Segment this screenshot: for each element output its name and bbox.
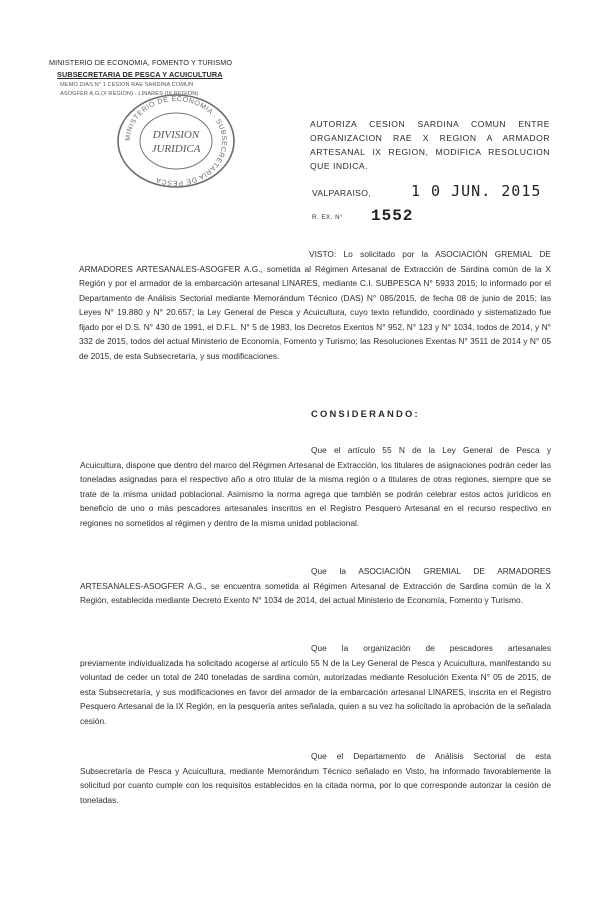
paragraph-2-lead: Que la ASOCIACIÓN GREMIAL DE ARMADORES (311, 566, 551, 576)
paragraph-4-body: Subsecretaría de Pesca y Acuicultura, mediante Memorándum Técnico señalado en Visto, ha informado favorablemente la solicitud por cuanto cumple con los requisitos establecidos en la citada norma, por lo que corresponde autorizar la cesión de toneladas. (80, 765, 551, 805)
paragraph-2-body: ARTESANALES-ASOGFER A.G., se encuentra sometida al Régimen Artesanal de Extracción de Sardina común de la X Región, establecida mediante Decreto Exento N° 1034 de 2014, del actual Ministerio de Economía, Fomento y Turismo. (80, 580, 551, 605)
considerando-paragraph-2 (80, 564, 551, 608)
resolution-subject: AUTORIZA CESION SARDINA COMUN ENTRE ORGANIZACION RAE X REGION A ARMADOR ARTESANAL IX REGION, MODIFICA RESOLUCION QUE INDICA. (310, 119, 550, 171)
considerando-paragraph-1 (80, 443, 551, 530)
paragraph-3-lead: Que la organización de pescadores artesanales (311, 643, 551, 653)
visto-text: Lo solicitado por la ASOCIACIÓN GREMIAL DE ARMADORES ARTESANALES-ASOGFER A.G., sometida al Régimen Artesanal de Extracción de Sardina común de la X Región y por el armador de la embarcación artesanal LINARES, mediante C.I. SUBPESCA N° 5933 2015; lo informado por el Departamento de Análisis Sectorial mediante Memorándum Técnico (DAS) N° 085/2015, de fecha 08 de junio de 2015; las Leyes N° 19.880 y N° 20.657; la Ley General de Pesca y Acuicultura, cuyo texto refundido, coordinado y sistematizado fue fijado por el D.S. N° 430 de 1991, el D.F.L. N° 5 de 1983, los Decretos Exentos N° 952, N° 123 y N° 1034, todos de 2014, y N° 332 de 2015, todos del actual Ministerio de Economía, Fomento y Turismo; las Resoluciones Exentas N° 3511 de 2014 y N° 05 de 2015, de esta Subsecretaría, y sus modificaciones. (79, 249, 551, 361)
stamp-line-1: DIVISION (152, 129, 200, 141)
stamp-ring-text: MINISTERIO DE ECONOMIA · SUBSECRETARIA DE PESCA (124, 95, 228, 187)
paragraph-1-body: Acuicultura, dispone que dentro del marco del Régimen Artesanal de Extracción, los titulares de asignaciones podrán ceder las toneladas asignadas para el respectivo año a otro titular de la misma región o a titulares de otras regiones, siempre que se trate de la misma unidad poblacional. Asimismo la norma agrega que también se podrán celebrar estos actos jurídicos en beneficio de uno o más pescadores artesanales inscritos en el Registro Pesquero Artesanal en el recurso respectivo en regiones no sometidos al régimen y dentro de la misma unidad poblacional. (80, 459, 551, 528)
paragraph-4-lead: Que el Departamento de Análisis Sectorial de esta (311, 751, 551, 761)
paragraph-1-lead: Que el artículo 55 N de la Ley General de Pesca y (311, 445, 551, 455)
visto-label: VISTO: (309, 249, 337, 259)
resolution-label: R. EX. N° (312, 214, 344, 221)
stamp-line-2: JURIDICA (151, 143, 201, 155)
paragraph-3-body: previamente individualizada ha solicitado acogerse al artículo 55 N de la Ley General de Pesca y Acuicultura, manifestando su voluntad de ceder un total de 240 toneladas de sardina común, autorizadas mediante Resolución Exenta N° 05 de 2015, de esta Subsecretaría, y sus modificaciones en favor del armador de la embarcación artesanal LINARES, inscrita en el Registro Pesquero Artesanal de la IX Región, en la pesquería antes señalada, quien a su vez ha solicitado la aprobación de la señalada cesión. (80, 657, 551, 726)
subsecretaria-name: SUBSECRETARIA DE PESCA Y ACUICULTURA (57, 70, 223, 79)
considerando-paragraph-3 (80, 641, 551, 728)
reference-line-2: ASOGFER A.G.(X REGION) - LINARES (IX REGION) (60, 91, 199, 97)
ministry-name: MINISTERIO DE ECONOMIA, FOMENTO Y TURISMO (49, 58, 233, 67)
reference-line-1: MEMO.DIAS N° 1 CESION RAE SARDINA COMUN (60, 82, 194, 88)
place-label: VALPARAISO, (312, 188, 371, 198)
considerando-paragraph-4 (80, 749, 551, 807)
resolution-number: 1552 (371, 207, 414, 225)
considerando-heading: CONSIDERANDO: (311, 408, 420, 419)
division-juridica-stamp (112, 92, 240, 190)
visto-paragraph (79, 247, 551, 363)
resolution-date: 1 0 JUN. 2015 (411, 182, 542, 200)
